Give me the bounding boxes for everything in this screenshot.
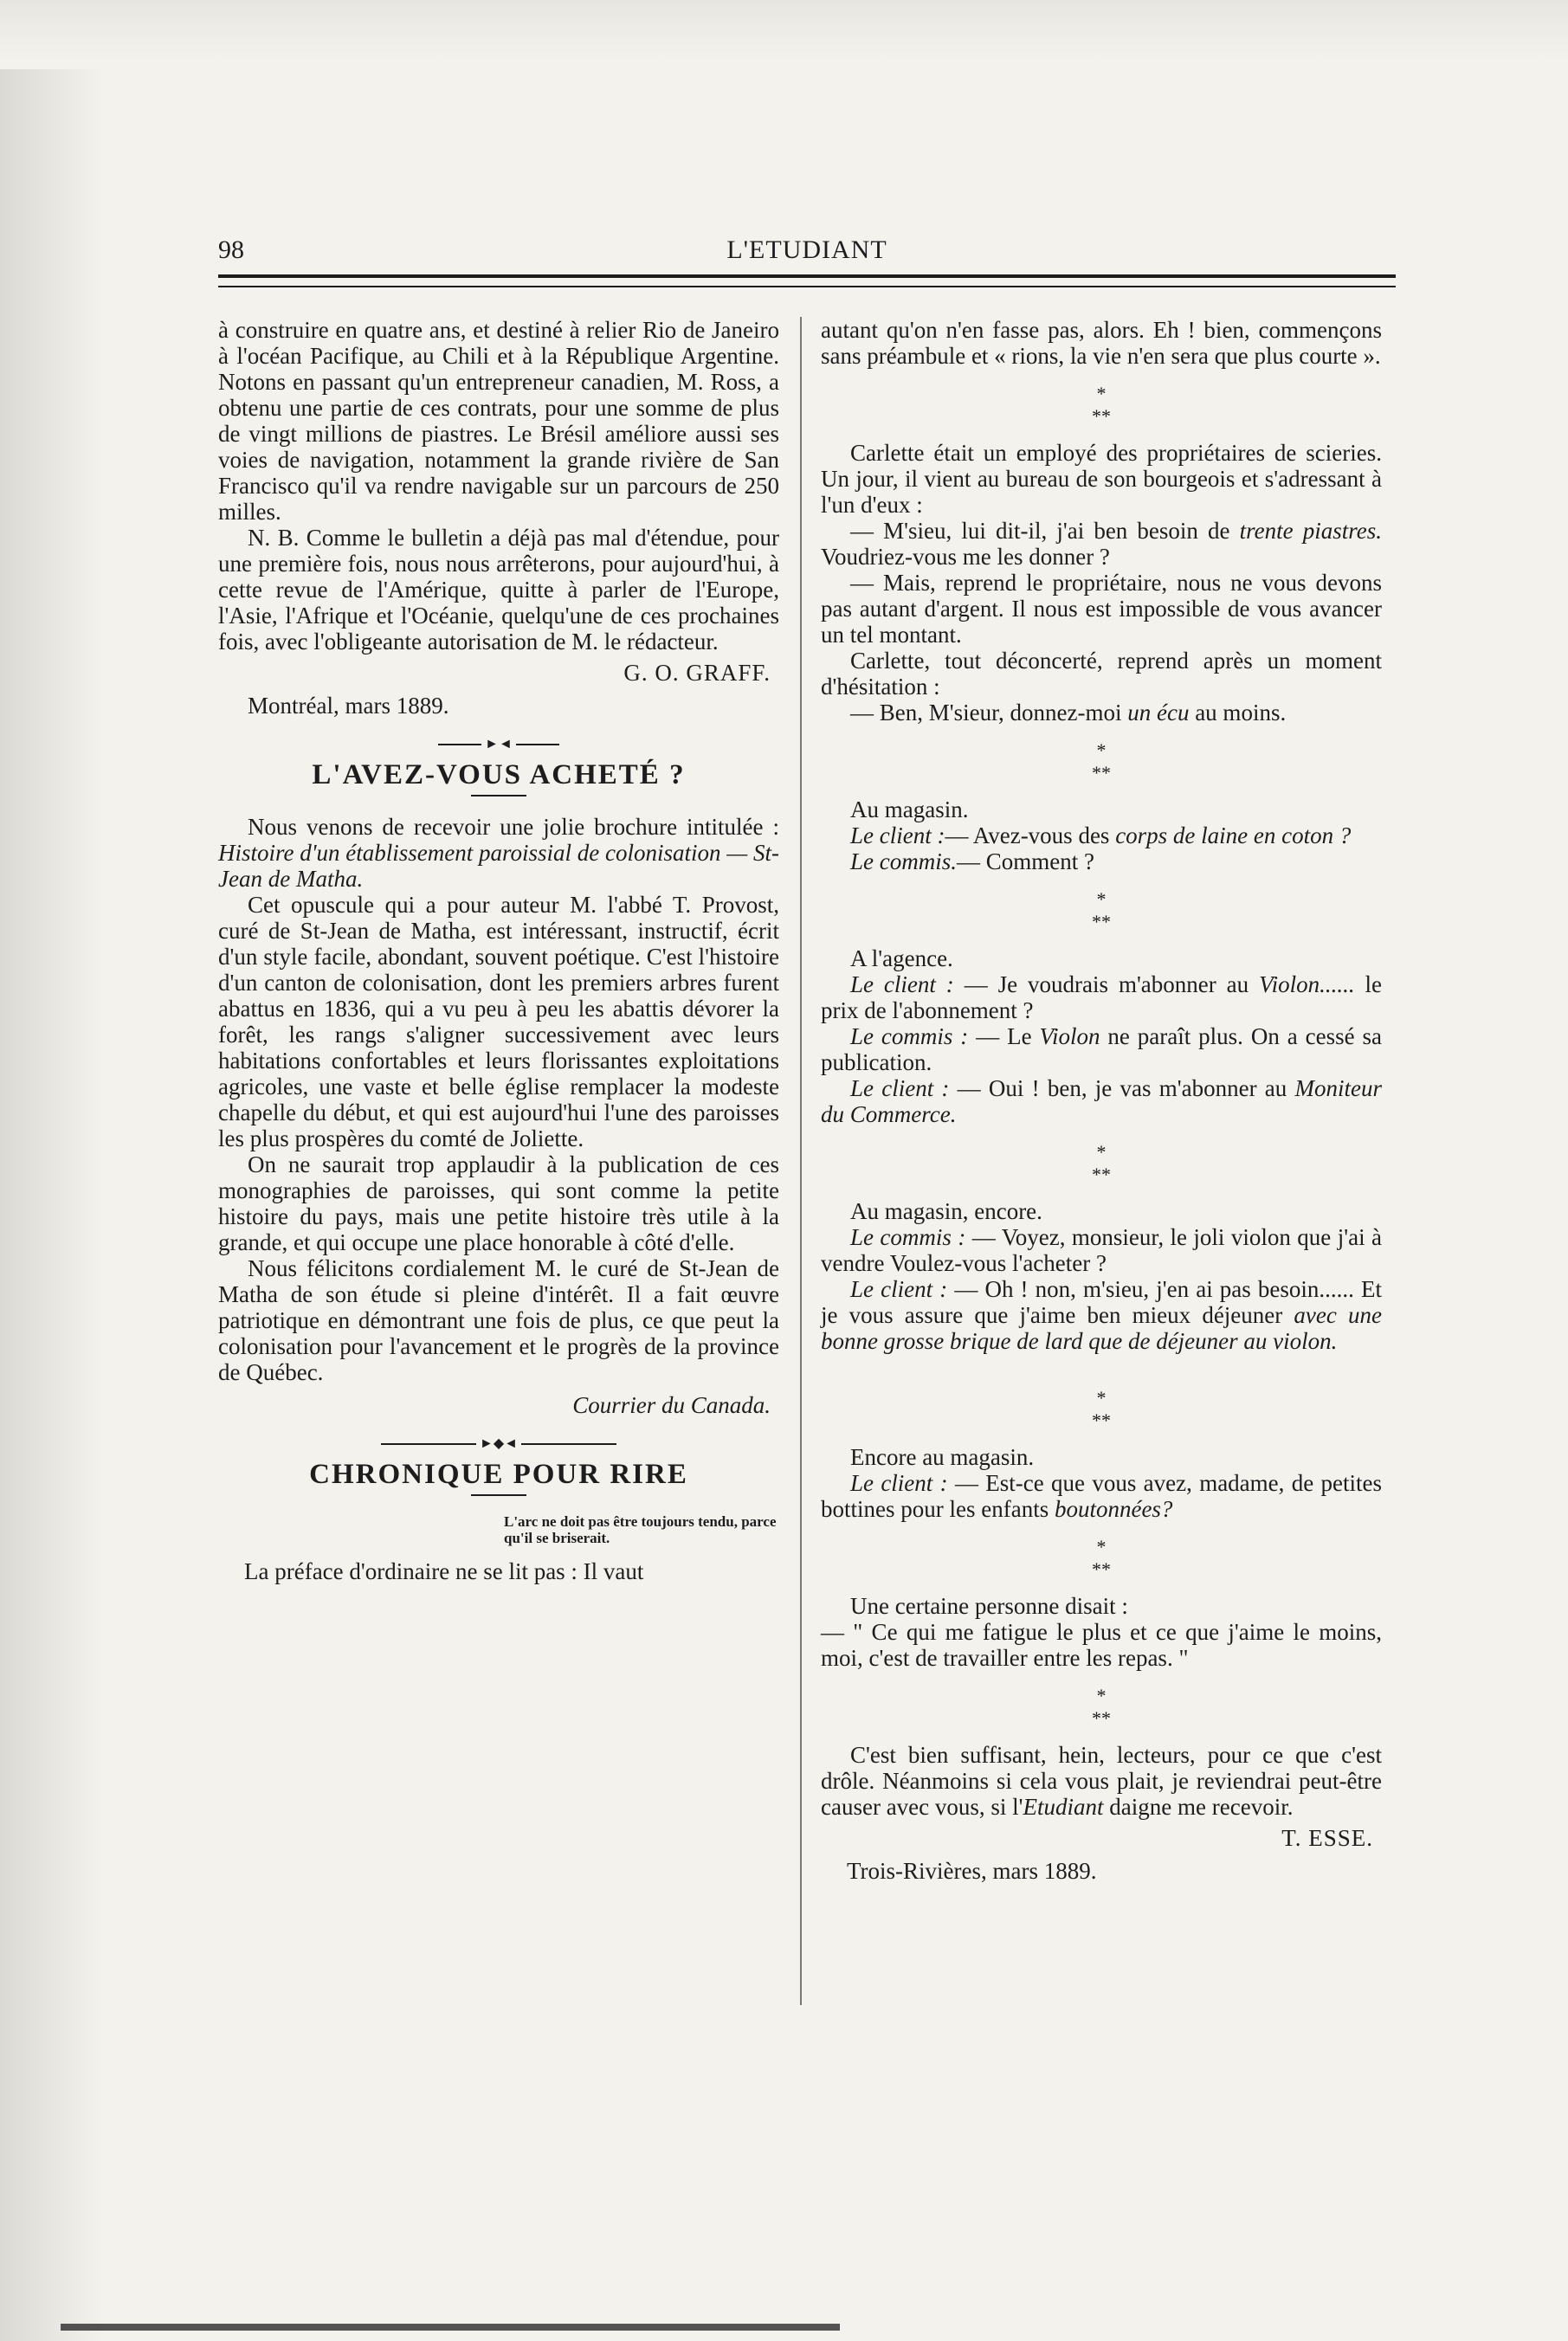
chronique-title: CHRONIQUE POUR RIRE bbox=[309, 1459, 688, 1490]
anecdote-2-commis: Le commis.— Comment ? bbox=[850, 848, 1094, 874]
right-column bbox=[821, 317, 1382, 1884]
anecdote-1-p4: Carlette, tout déconcerté, reprend après un moment d'hésitation : bbox=[821, 648, 1382, 700]
article-paragraph-4: Nous félicitons cordialement M. le curé de St-Jean de Matha de son étude si pleine d'intérêt. Il a fait œuvre patriotique en démontrant une fois de plus, ce que peut la colonisation pour l'avancement et le progrès de la province de Québec. bbox=[218, 1255, 779, 1385]
anecdote-1-p5: — Ben, M'sieur, donnez-moi un écu au moins. bbox=[850, 700, 1287, 726]
anecdote-4-client: Le client : — Oh ! non, m'sieu, j'en ai pas besoin...... Et je vous assure que j'aime ben mieux déjeuner avec une bonne grosse brique de lard que de déjeuner au violon. bbox=[821, 1276, 1383, 1354]
title-rule bbox=[471, 795, 526, 796]
stars-separator: * ** bbox=[1092, 1141, 1111, 1185]
article-paragraph-3: On ne saurait trop applaudir à la publication de ces monographies de paroisses, qui sont comme la petite histoire du pays, mais une petite histoire très utile à la grande, et qui occupe une place honorable à côté d'elle. bbox=[218, 1151, 779, 1255]
article-paragraph-1: Nous venons de recevoir une jolie brochure intitulée : Histoire d'un établissement paroissial de colonisation — St-Jean de Matha. bbox=[218, 814, 779, 892]
anecdote-3-p1: A l'agence. bbox=[850, 945, 953, 971]
continuation-paragraph: autant qu'on n'en fasse pas, alors. Eh ! bien, commençons sans préambule et « rions, la vie n'en sera que plus courte ». bbox=[821, 317, 1382, 369]
stars-separator: * ** bbox=[1092, 383, 1111, 427]
article-source: Courrier du Canada. bbox=[572, 1392, 771, 1418]
stars-separator: * ** bbox=[1092, 1685, 1111, 1729]
anecdote-4-commis: Le commis : — Voyez, monsieur, le joli violon que j'ai à vendre Voulez-vous l'acheter ? bbox=[821, 1224, 1382, 1276]
article-paragraph-2: Cet opuscule qui a pour auteur M. l'abbé T. Provost, curé de St-Jean de Matha, est intéressant, instructif, écrit d'un style facile, abondant, souvent poétique. C'est l'histoire d'un canton de colonisation, dont les premiers arbres furent abattus en 1836, qui a vu peu à peu les abattis dévorer la forêt, les rangs s'aligner successivement avec leurs habitations confortables et leurs florissantes exploitations agricoles, une vaste et belle église remplacer la modeste chapelle du début, et qui est aujourd'hui l'une des paroisses les plus prospères du comté de Joliette. bbox=[218, 892, 779, 1151]
anecdote-1-p1: Carlette était un employé des propriétaires de scieries. Un jour, il vient au bureau de son bourgeois et s'adressant à l'un d'eux : bbox=[821, 440, 1382, 518]
section-ornament-2: ►◆◄ bbox=[218, 1437, 779, 1451]
dateline-trois-rivieres: Trois-Rivières, mars 1889. bbox=[847, 1858, 1097, 1884]
anecdote-3-client-2: Le client : — Oui ! ben, je vas m'abonner au Moniteur du Commerce. bbox=[821, 1075, 1383, 1127]
section-ornament: ►◄ bbox=[218, 738, 779, 751]
spacer bbox=[821, 1354, 1382, 1373]
stars-separator: * ** bbox=[1092, 739, 1111, 784]
note-paragraph: N. B. Comme le bulletin a déjà pas mal d'étendue, pour une première fois, nous nous arrêterons, pour aujourd'hui, à cette revue de l'Amérique, quitte à parler de l'Europe, l'Asie, l'Afrique et l'Océanie, quelqu'une de ces prochaines fois, avec l'obligeante autorisation de M. le rédacteur. bbox=[218, 525, 779, 655]
anecdote-5-p1: Encore au magasin. bbox=[850, 1444, 1035, 1470]
anecdote-4-p1: Au magasin, encore. bbox=[850, 1198, 1042, 1224]
anecdote-5-client: Le client : — Est-ce que vous avez, madame, de petites bottines pour les enfants boutonnées? bbox=[821, 1470, 1383, 1522]
left-column bbox=[218, 317, 779, 1584]
scan-shadow-top bbox=[0, 0, 1568, 61]
scan-edge-bar bbox=[61, 2324, 840, 2331]
anecdote-1-p2: — M'sieu, lui dit-il, j'ai ben besoin de trente piastres. Voudriez-vous me les donner ? bbox=[821, 518, 1382, 570]
stars-separator: * ** bbox=[1092, 888, 1111, 932]
anecdote-2-client: Le client :— Avez-vous des corps de laine en coton ? bbox=[850, 822, 1352, 848]
anecdote-3-commis: Le commis : — Le Violon ne paraît plus. On a cessé sa publication. bbox=[821, 1023, 1382, 1075]
anecdote-6-p2: — " Ce qui me fatigue le plus et ce que j'aime le moins, moi, c'est de travailler entre les repas. " bbox=[821, 1619, 1382, 1671]
dateline-montreal: Montréal, mars 1889. bbox=[248, 693, 449, 719]
header-rule-thin bbox=[218, 286, 1396, 287]
signature-graff: G. O. GRAFF. bbox=[623, 660, 771, 686]
header-rule-thick bbox=[218, 274, 1396, 278]
article-title: L'AVEZ-VOUS ACHETÉ ? bbox=[312, 759, 686, 790]
page-header bbox=[218, 235, 1396, 274]
page-number: 98 bbox=[218, 235, 244, 264]
signature-esse: T. ESSE. bbox=[1281, 1825, 1373, 1851]
anecdote-3-client: Le client : — Je voudrais m'abonner au Violon...... le prix de l'abonnement ? bbox=[821, 971, 1383, 1023]
stars-separator: * ** bbox=[1092, 1536, 1111, 1580]
closing-paragraph: C'est bien suffisant, hein, lecteurs, pour ce que c'est drôle. Néanmoins si cela vous plait, je reviendrai peut-être causer avec vous, si l'Etudiant daigne me recevoir. bbox=[821, 1742, 1382, 1820]
anecdote-6-p1: Une certaine personne disait : bbox=[850, 1593, 1128, 1619]
chronique-start: La préface d'ordinaire ne se lit pas : Il vaut bbox=[244, 1558, 644, 1584]
stars-separator: * ** bbox=[1092, 1387, 1111, 1431]
anecdote-1-p3: — Mais, reprend le propriétaire, nous ne vous devons pas autant d'argent. Il nous est impossible de vous avancer un tel montant. bbox=[821, 570, 1382, 648]
epigraph: L'arc ne doit pas être toujours tendu, parce qu'il se briserait. bbox=[504, 1513, 777, 1546]
intro-paragraph: à construire en quatre ans, et destiné à relier Rio de Janeiro à l'océan Pacifique, au Chili et à la République Argentine. Notons en passant qu'un entrepreneur canadien, M. Ross, a obtenu une partie de ces contrats, pour une somme de plus de vingt millions de piastres. Le Brésil améliore aussi ses voies de navigation, notamment la grande rivière de San Francisco qu'il va rendre navigable sur un parcours de 250 milles. bbox=[218, 317, 779, 525]
chronique-title-rule bbox=[471, 1494, 526, 1496]
journal-title: L'ETUDIANT bbox=[726, 235, 887, 264]
column-divider bbox=[800, 317, 802, 2005]
scan-shadow-left bbox=[0, 69, 104, 2341]
anecdote-2-p1: Au magasin. bbox=[850, 796, 969, 822]
